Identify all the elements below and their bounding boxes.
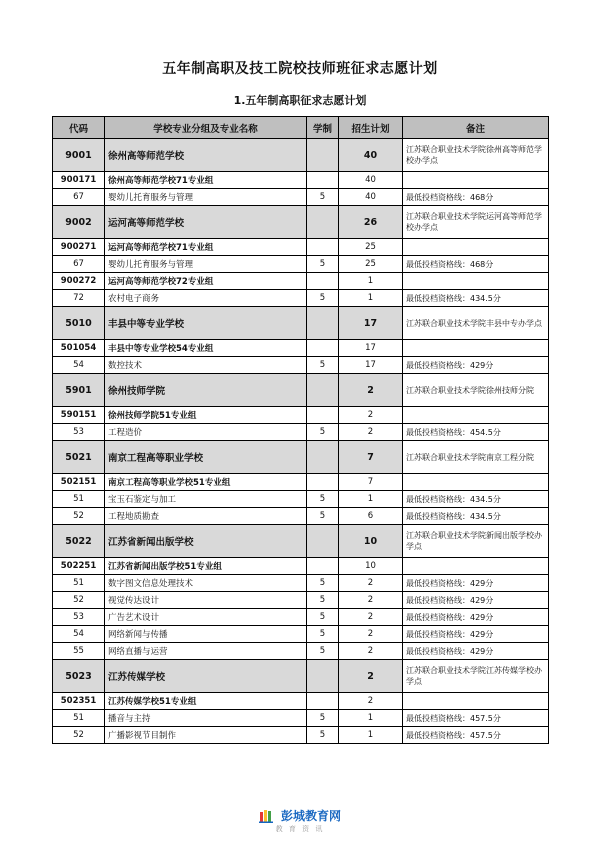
cell-plan: 2	[339, 374, 403, 407]
cell-years: 5	[307, 424, 339, 441]
cell-years	[307, 139, 339, 172]
table-row-school	[53, 139, 549, 172]
cell-code: 5023	[53, 660, 105, 693]
cell-plan: 1	[339, 290, 403, 307]
table-row-major	[53, 357, 549, 374]
cell-plan: 26	[339, 206, 403, 239]
cell-name: 农村电子商务	[105, 290, 307, 307]
cell-years: 5	[307, 643, 339, 660]
cell-plan: 40	[339, 189, 403, 206]
table-row-group	[53, 273, 549, 290]
cell-code: 51	[53, 491, 105, 508]
cell-note: 江苏联合职业技术学院徐州技师分院	[403, 374, 549, 407]
cell-years: 5	[307, 256, 339, 273]
cell-code: 5022	[53, 525, 105, 558]
cell-code: 900271	[53, 239, 105, 256]
cell-code: 5021	[53, 441, 105, 474]
cell-name: 丰县中等专业学校	[105, 307, 307, 340]
cell-code: 53	[53, 609, 105, 626]
table-row-major	[53, 491, 549, 508]
cell-name: 工程地质勘查	[105, 508, 307, 525]
cell-plan: 17	[339, 307, 403, 340]
cell-name: 数字图文信息处理技术	[105, 575, 307, 592]
table-row-major	[53, 290, 549, 307]
cell-plan: 6	[339, 508, 403, 525]
table-row-school	[53, 307, 549, 340]
cell-name: 徐州高等师范学校	[105, 139, 307, 172]
cell-plan: 2	[339, 407, 403, 424]
cell-name: 运河高等师范学校71专业组	[105, 239, 307, 256]
logo-subtext: 教 育 资 讯	[275, 825, 325, 833]
table-row-school	[53, 525, 549, 558]
table-row-major	[53, 424, 549, 441]
table-row-group	[53, 558, 549, 575]
header-name: 学校专业分组及专业名称	[105, 117, 307, 139]
cell-plan: 2	[339, 693, 403, 710]
cell-plan: 2	[339, 592, 403, 609]
cell-note: 最低投档资格线：429分	[403, 609, 549, 626]
cell-code: 52	[53, 727, 105, 744]
cell-name: 南京工程高等职业学校	[105, 441, 307, 474]
cell-name: 江苏传媒学校51专业组	[105, 693, 307, 710]
table-row-major	[53, 508, 549, 525]
cell-note: 江苏联合职业技术学院江苏传媒学校办学点	[403, 660, 549, 693]
cell-code: 72	[53, 290, 105, 307]
table-row-major	[53, 626, 549, 643]
cell-name: 数控技术	[105, 357, 307, 374]
cell-note: 最低投档资格线：429分	[403, 592, 549, 609]
cell-years	[307, 239, 339, 256]
table-header-row	[53, 117, 549, 139]
cell-years: 5	[307, 626, 339, 643]
cell-code: 54	[53, 626, 105, 643]
cell-years	[307, 441, 339, 474]
section-subtitle: 1.五年制高职征求志愿计划	[233, 94, 367, 107]
table-row-school	[53, 441, 549, 474]
table-row-school	[53, 660, 549, 693]
cell-plan: 2	[339, 626, 403, 643]
cell-years	[307, 206, 339, 239]
cell-plan: 17	[339, 340, 403, 357]
table-row-group	[53, 340, 549, 357]
footer-logo	[0, 805, 600, 834]
table-row-school	[53, 374, 549, 407]
cell-plan: 10	[339, 525, 403, 558]
cell-years	[307, 407, 339, 424]
cell-name: 江苏省新闻出版学校51专业组	[105, 558, 307, 575]
cell-plan: 1	[339, 710, 403, 727]
cell-name: 南京工程高等职业学校51专业组	[105, 474, 307, 491]
cell-name: 徐州技师学院	[105, 374, 307, 407]
cell-name: 视觉传达设计	[105, 592, 307, 609]
cell-code: 51	[53, 710, 105, 727]
cell-code: 67	[53, 189, 105, 206]
cell-plan: 25	[339, 256, 403, 273]
cell-name: 婴幼儿托育服务与管理	[105, 256, 307, 273]
cell-code: 502351	[53, 693, 105, 710]
cell-name: 播音与主持	[105, 710, 307, 727]
logo-text: 彭城教育网	[281, 809, 342, 823]
cell-code: 9002	[53, 206, 105, 239]
cell-note: 江苏联合职业技术学院新闻出版学校办学点	[403, 525, 549, 558]
table-row-major	[53, 643, 549, 660]
cell-plan: 10	[339, 558, 403, 575]
cell-years	[307, 525, 339, 558]
cell-code: 900272	[53, 273, 105, 290]
cell-name: 工程造价	[105, 424, 307, 441]
page-title: 五年制高职及技工院校技师班征求志愿计划	[162, 61, 438, 77]
cell-note: 江苏联合职业技术学院徐州高等师范学校办学点	[403, 139, 549, 172]
cell-years	[307, 660, 339, 693]
cell-name: 江苏传媒学校	[105, 660, 307, 693]
cell-note: 江苏联合职业技术学院丰县中专办学点	[403, 307, 549, 340]
cell-code: 54	[53, 357, 105, 374]
cell-note	[403, 693, 549, 710]
cell-years: 5	[307, 710, 339, 727]
cell-note: 最低投档资格线：457.5分	[403, 727, 549, 744]
cell-years: 5	[307, 508, 339, 525]
cell-plan: 2	[339, 575, 403, 592]
cell-note	[403, 273, 549, 290]
cell-code: 9001	[53, 139, 105, 172]
header-code: 代码	[53, 117, 105, 139]
cell-plan: 2	[339, 609, 403, 626]
cell-name: 徐州技师学院51专业组	[105, 407, 307, 424]
table-row-group	[53, 239, 549, 256]
cell-plan: 1	[339, 273, 403, 290]
table-row-major	[53, 256, 549, 273]
cell-years	[307, 172, 339, 189]
cell-code: 900171	[53, 172, 105, 189]
cell-code: 5010	[53, 307, 105, 340]
cell-years	[307, 340, 339, 357]
cell-note	[403, 340, 549, 357]
cell-years: 5	[307, 290, 339, 307]
cell-plan: 2	[339, 424, 403, 441]
cell-code: 590151	[53, 407, 105, 424]
cell-note: 最低投档资格线：454.5分	[403, 424, 549, 441]
cell-code: 52	[53, 508, 105, 525]
cell-code: 501054	[53, 340, 105, 357]
cell-years	[307, 693, 339, 710]
cell-years: 5	[307, 575, 339, 592]
cell-note	[403, 172, 549, 189]
cell-code: 55	[53, 643, 105, 660]
table-row-major	[53, 710, 549, 727]
cell-name: 运河高等师范学校72专业组	[105, 273, 307, 290]
cell-code: 502251	[53, 558, 105, 575]
cell-plan: 7	[339, 441, 403, 474]
table-row-major	[53, 727, 549, 744]
table-row-group	[53, 693, 549, 710]
cell-code: 5901	[53, 374, 105, 407]
cell-note: 最低投档资格线：434.5分	[403, 290, 549, 307]
cell-plan: 2	[339, 643, 403, 660]
cell-code: 53	[53, 424, 105, 441]
cell-code: 52	[53, 592, 105, 609]
cell-note	[403, 558, 549, 575]
cell-years	[307, 273, 339, 290]
cell-plan: 40	[339, 172, 403, 189]
cell-note: 最低投档资格线：468分	[403, 189, 549, 206]
cell-note	[403, 239, 549, 256]
cell-note	[403, 407, 549, 424]
cell-years: 5	[307, 491, 339, 508]
cell-name: 广播影视节目制作	[105, 727, 307, 744]
cell-note: 最低投档资格线：429分	[403, 357, 549, 374]
cell-plan: 40	[339, 139, 403, 172]
cell-name: 江苏省新闻出版学校	[105, 525, 307, 558]
cell-name: 网络新闻与传播	[105, 626, 307, 643]
cell-note: 最低投档资格线：434.5分	[403, 508, 549, 525]
cell-name: 网络直播与运营	[105, 643, 307, 660]
cell-code: 67	[53, 256, 105, 273]
header-note: 备注	[403, 117, 549, 139]
cell-plan: 7	[339, 474, 403, 491]
cell-years: 5	[307, 189, 339, 206]
cell-name: 广告艺术设计	[105, 609, 307, 626]
cell-years	[307, 474, 339, 491]
cell-plan: 1	[339, 491, 403, 508]
cell-note: 江苏联合职业技术学院运河高等师范学校办学点	[403, 206, 549, 239]
cell-note: 最低投档资格线：429分	[403, 575, 549, 592]
cell-plan: 25	[339, 239, 403, 256]
cell-name: 徐州高等师范学校71专业组	[105, 172, 307, 189]
cell-years	[307, 307, 339, 340]
cell-plan: 2	[339, 660, 403, 693]
cell-years: 5	[307, 592, 339, 609]
books-logo-icon	[259, 809, 273, 823]
table-row-group	[53, 172, 549, 189]
table-row-group	[53, 474, 549, 491]
cell-note: 最低投档资格线：429分	[403, 643, 549, 660]
table-row-major	[53, 575, 549, 592]
header-plan: 招生计划	[339, 117, 403, 139]
table-row-school	[53, 206, 549, 239]
table-row-major	[53, 592, 549, 609]
cell-note: 最低投档资格线：468分	[403, 256, 549, 273]
cell-note: 最低投档资格线：457.5分	[403, 710, 549, 727]
cell-code: 502151	[53, 474, 105, 491]
cell-name: 丰县中等专业学校54专业组	[105, 340, 307, 357]
cell-years	[307, 558, 339, 575]
cell-name: 运河高等师范学校	[105, 206, 307, 239]
cell-years	[307, 374, 339, 407]
cell-years: 5	[307, 727, 339, 744]
table-row-major	[53, 189, 549, 206]
cell-years: 5	[307, 609, 339, 626]
cell-note	[403, 474, 549, 491]
cell-plan: 17	[339, 357, 403, 374]
table-row-major	[53, 609, 549, 626]
enrollment-plan-table	[52, 116, 549, 744]
cell-code: 51	[53, 575, 105, 592]
cell-note: 最低投档资格线：429分	[403, 626, 549, 643]
cell-note: 最低投档资格线：434.5分	[403, 491, 549, 508]
cell-plan: 1	[339, 727, 403, 744]
table-body	[53, 139, 549, 744]
cell-name: 宝玉石鉴定与加工	[105, 491, 307, 508]
table-row-group	[53, 407, 549, 424]
cell-note: 江苏联合职业技术学院南京工程分院	[403, 441, 549, 474]
cell-name: 婴幼儿托育服务与管理	[105, 189, 307, 206]
cell-years: 5	[307, 357, 339, 374]
header-years: 学制	[307, 117, 339, 139]
